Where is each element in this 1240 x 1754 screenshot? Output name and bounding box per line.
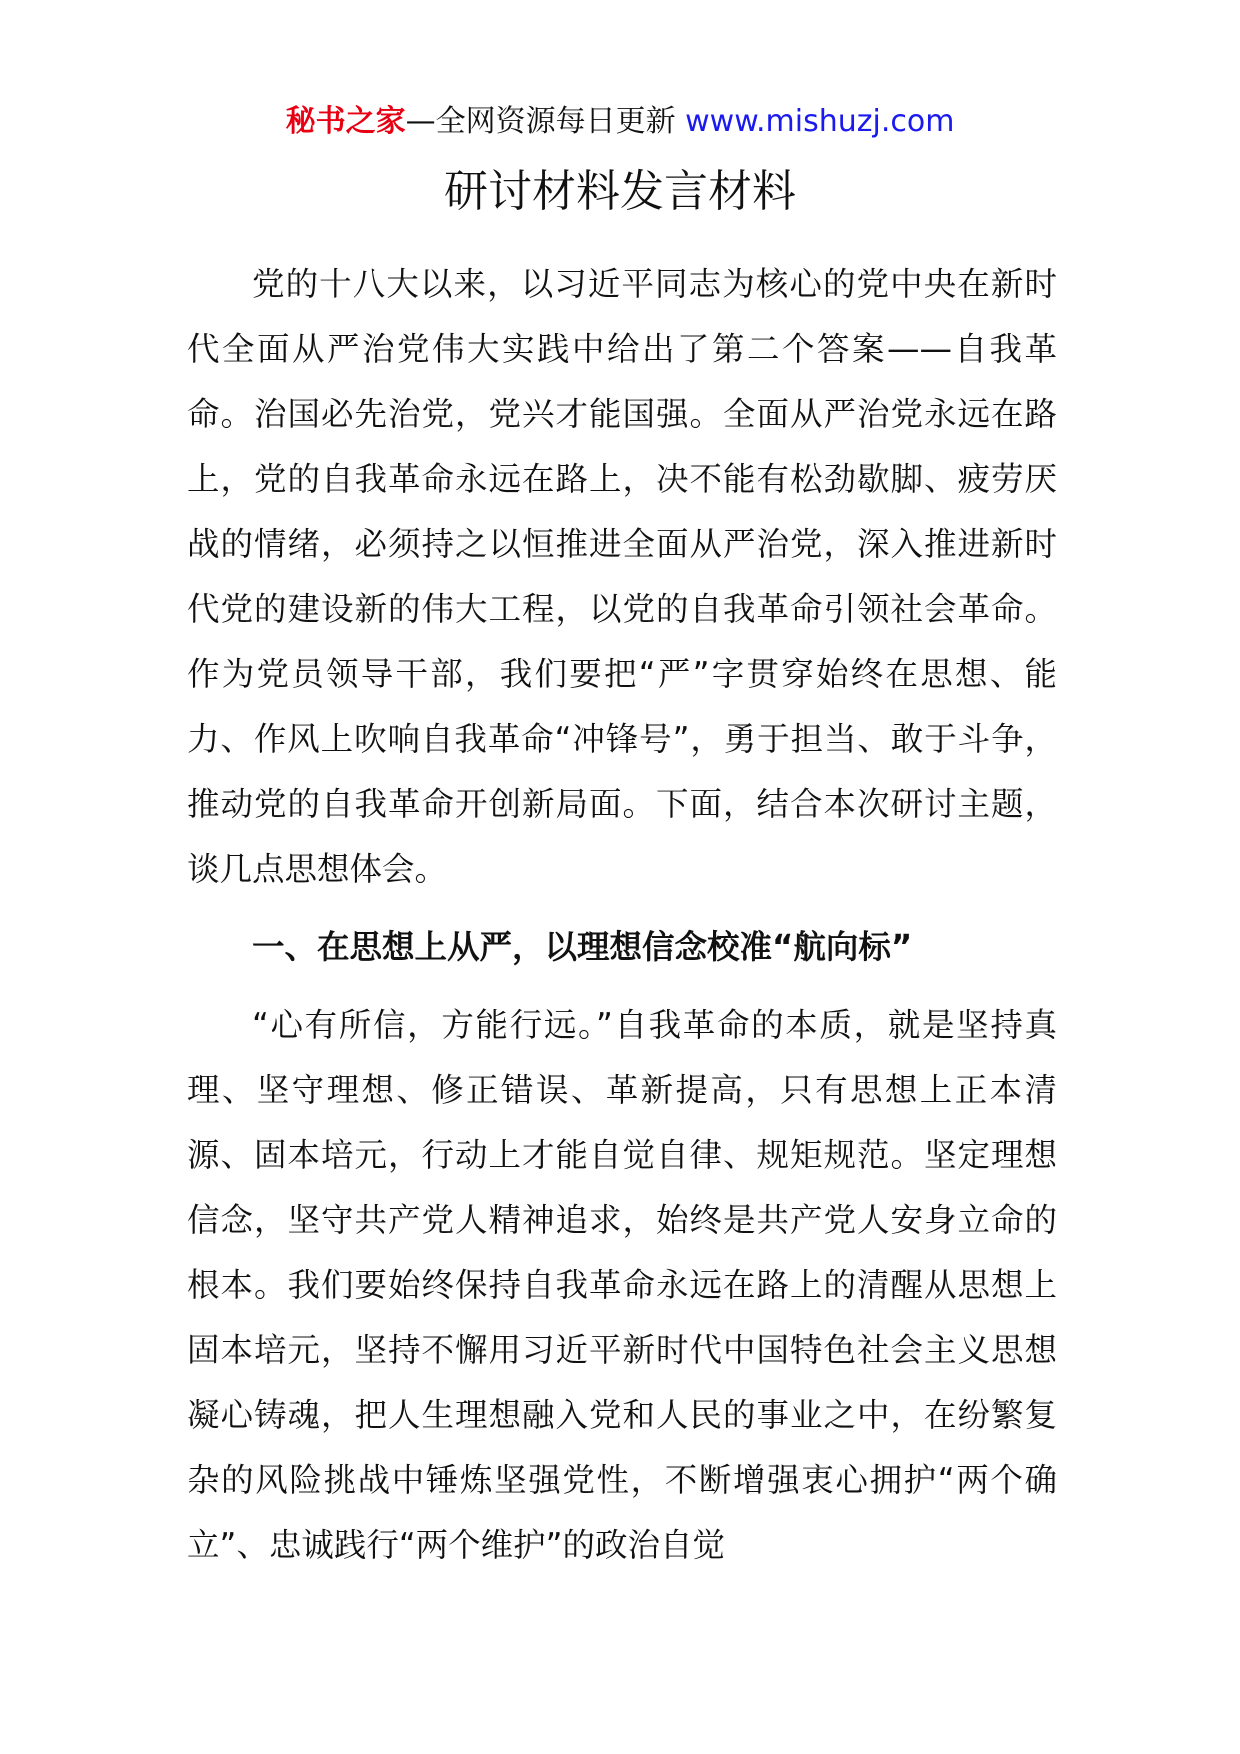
section-heading-1: 一、在思想上从严，以理想信念校准“航向标” — [252, 928, 913, 966]
site-url-link[interactable]: www.mishuzj.com — [685, 104, 955, 139]
intro-paragraph: 党的十八大以来，以习近平同志为核心的党中央在新时代全面从严治党伟大实践中给出了第二个答案——自我革命。治国必先治党，党兴才能国强。全面从严治党永远在路上，党的自我革命永远在路上，决不能有松劲歇脚、疲劳厌战的情绪，必须持之以恒推进全面从严治党，深入推进新时代党的建设新的伟大工程，以党的自我革命引领社会革命。作为党员领导干部，我们要把“严”字贯穿始终在思想、能力、作风上吹响自我革命“冲锋号”，勇于担当、敢于斗争，推动党的自我革命开创新局面。下面，结合本次研讨主题，谈几点思想体会。 — [187, 265, 1057, 888]
section-1-paragraph: “心有所信，方能行远。”自我革命的本质，就是坚持真理、坚守理想、修正错误、革新提高，只有思想上正本清源、固本培元，行动上才能自觉自律、规矩规范。坚定理想信念，坚守共产党人精神追求，始终是共产党人安身立命的根本。我们要始终保持自我革命永远在路上的清醒从思想上固本培元，坚持不懈用习近平新时代中国特色社会主义思想凝心铸魂，把人生理想融入党和人民的事业之中，在纷繁复杂的风险挑战中锤炼坚强党性，不断增强衷心拥护“两个确立”、忠诚践行“两个维护”的政治自觉 — [187, 1006, 1057, 1564]
document-title: 研讨材料发言材料 — [444, 166, 796, 217]
document-body — [187, 252, 1057, 1578]
site-header — [0, 102, 1240, 142]
site-slogan: —全网资源每日更新 — [405, 104, 686, 139]
site-brand: 秘书之家 — [285, 104, 406, 139]
